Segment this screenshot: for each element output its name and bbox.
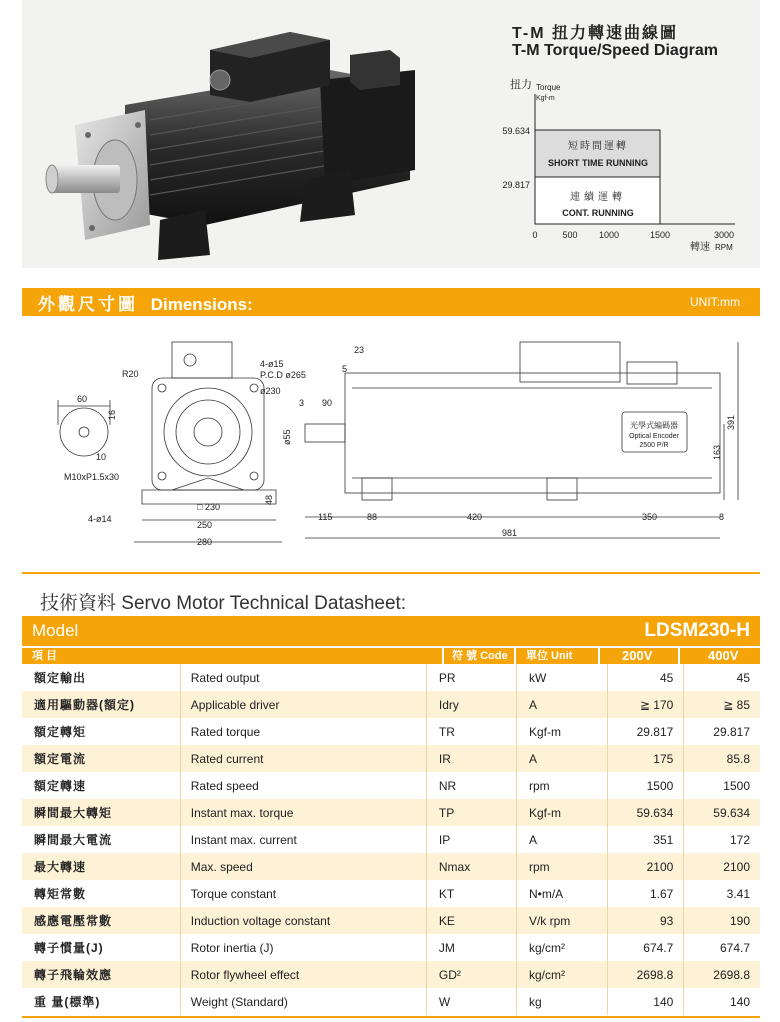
cell-v400: 172 bbox=[684, 826, 760, 853]
cell-v200: 1500 bbox=[607, 772, 684, 799]
dim-3: 3 bbox=[299, 398, 305, 408]
cell-v200: 2698.8 bbox=[607, 961, 684, 988]
cell-en: Weight (Standard) bbox=[180, 988, 426, 1015]
table-row bbox=[22, 934, 760, 961]
table-row bbox=[22, 907, 760, 934]
cell-cn: 額定輸出 bbox=[22, 664, 180, 691]
tm-title-en: T-M Torque/Speed Diagram bbox=[512, 42, 718, 59]
dim-10: 10 bbox=[96, 452, 107, 462]
cell-en: Rotor inertia (J) bbox=[180, 934, 426, 961]
cell-v200: 351 bbox=[607, 826, 684, 853]
dim-48: 48 bbox=[264, 494, 274, 505]
dim-90: 90 bbox=[322, 398, 333, 408]
dim-m10: M10xP1.5x30 bbox=[64, 472, 120, 482]
cell-v200: 175 bbox=[607, 745, 684, 772]
table-row bbox=[22, 718, 760, 745]
cell-en: Torque constant bbox=[180, 880, 426, 907]
encoder-label-cn: 光學式編碼器 bbox=[630, 421, 678, 430]
y-axis-label-en: Torque bbox=[536, 83, 561, 92]
cell-en: Rotor flywheel effect bbox=[180, 961, 426, 988]
cell-v400: 45 bbox=[684, 664, 760, 691]
table-row bbox=[22, 853, 760, 880]
table-row bbox=[22, 961, 760, 988]
header-item: 項 目 bbox=[32, 650, 58, 662]
cell-v400: 85.8 bbox=[684, 745, 760, 772]
x-tick-1000: 1000 bbox=[598, 230, 620, 240]
cell-v200: 2100 bbox=[607, 853, 684, 880]
cell-code: NR bbox=[426, 772, 516, 799]
cell-cn: 轉矩常數 bbox=[22, 880, 180, 907]
x-tick-0: 0 bbox=[532, 230, 538, 240]
cell-code: W bbox=[426, 988, 516, 1015]
cell-en: Rated speed bbox=[180, 772, 426, 799]
cell-en: Applicable driver bbox=[180, 691, 426, 718]
short-time-label-cn: 短時間運轉 bbox=[568, 141, 628, 152]
bottom-divider bbox=[22, 1016, 760, 1018]
cell-cn: 轉子飛輪效應 bbox=[22, 961, 180, 988]
cell-code: TR bbox=[426, 718, 516, 745]
cell-v400: 3.41 bbox=[684, 880, 760, 907]
cell-unit: rpm bbox=[516, 853, 607, 880]
cell-en: Rated torque bbox=[180, 718, 426, 745]
cell-code: KE bbox=[426, 907, 516, 934]
model-label: Model bbox=[32, 621, 79, 640]
table-row bbox=[22, 745, 760, 772]
cell-cn: 轉子慣量(J) bbox=[22, 934, 180, 961]
cell-unit: A bbox=[516, 691, 607, 718]
cell-en: Induction voltage constant bbox=[180, 907, 426, 934]
y-tick-29817: 29.817 bbox=[502, 180, 530, 190]
cell-v200: ≧ 170 bbox=[607, 691, 684, 718]
dim-23: 23 bbox=[354, 345, 365, 355]
model-name: LDSM230-H bbox=[644, 620, 750, 641]
cell-v400: 1500 bbox=[684, 772, 760, 799]
cell-en: Rated current bbox=[180, 745, 426, 772]
x-tick-1500: 1500 bbox=[649, 230, 671, 240]
cell-unit: rpm bbox=[516, 772, 607, 799]
dim-163: 163 bbox=[712, 444, 722, 460]
dim-r20: R20 bbox=[122, 369, 139, 379]
cell-v400: 2698.8 bbox=[684, 961, 760, 988]
datasheet-table bbox=[22, 664, 760, 1015]
cell-v400: 59.634 bbox=[684, 799, 760, 826]
cell-v400: 140 bbox=[684, 988, 760, 1015]
cell-code: Idry bbox=[426, 691, 516, 718]
dimensions-unit: UNIT:mm bbox=[690, 295, 740, 309]
cell-cn: 重 量(標準) bbox=[22, 988, 180, 1015]
dim-280: 280 bbox=[197, 537, 213, 547]
dim-250: 250 bbox=[197, 520, 213, 530]
dim-foot14: 4-ø14 bbox=[88, 514, 112, 524]
cell-code: KT bbox=[426, 880, 516, 907]
cell-en: Max. speed bbox=[180, 853, 426, 880]
x-axis-unit: RPM bbox=[715, 243, 733, 252]
cell-v200: 93 bbox=[607, 907, 684, 934]
dim-391: 391 bbox=[726, 414, 736, 430]
cont-label-cn: 連續運轉 bbox=[570, 192, 626, 203]
dim-420: 420 bbox=[467, 512, 483, 522]
cell-v200: 45 bbox=[607, 664, 684, 691]
dim-holes4: 4-ø15 bbox=[260, 359, 284, 369]
cell-unit: kW bbox=[516, 664, 607, 691]
cell-code: Nmax bbox=[426, 853, 516, 880]
cell-unit: V/k rpm bbox=[516, 907, 607, 934]
header-400v: 400V bbox=[708, 648, 739, 663]
table-row bbox=[22, 988, 760, 1015]
datasheet-title: 技術資料 Servo Motor Technical Datasheet: bbox=[40, 593, 407, 614]
table-row bbox=[22, 880, 760, 907]
tm-title-cn: T-M 扭力轉速曲線圖 bbox=[512, 25, 678, 42]
x-tick-500: 500 bbox=[562, 230, 578, 240]
dimensions-title-cn: 外觀尺寸圖 bbox=[38, 295, 138, 314]
cell-unit: kg/cm² bbox=[516, 934, 607, 961]
cell-v400: 190 bbox=[684, 907, 760, 934]
cell-code: JM bbox=[426, 934, 516, 961]
cell-cn: 感應電壓常數 bbox=[22, 907, 180, 934]
x-axis-label-cn: 轉速 bbox=[690, 242, 710, 253]
cell-v400: ≧ 85 bbox=[684, 691, 760, 718]
cont-label-en: CONT. RUNNING bbox=[562, 208, 634, 218]
cell-unit: N•m/A bbox=[516, 880, 607, 907]
cell-code: TP bbox=[426, 799, 516, 826]
dimensions-title bbox=[38, 290, 253, 315]
cell-code: PR bbox=[426, 664, 516, 691]
cell-code: IP bbox=[426, 826, 516, 853]
motor-photo bbox=[30, 10, 430, 265]
table-header-row bbox=[22, 646, 760, 664]
dim-350: 350 bbox=[642, 512, 658, 522]
cell-cn: 額定電流 bbox=[22, 745, 180, 772]
cell-unit: A bbox=[516, 826, 607, 853]
tm-chart bbox=[470, 72, 750, 257]
dimensions-divider bbox=[22, 572, 760, 574]
cell-cn: 適用驅動器(額定) bbox=[22, 691, 180, 718]
encoder-label-pr: 2500 P/R bbox=[639, 442, 669, 449]
dim-55: ø55 bbox=[282, 429, 292, 445]
y-axis-label-cn: 扭力 bbox=[510, 79, 532, 91]
cell-cn: 瞬間最大電流 bbox=[22, 826, 180, 853]
dim-16: 16 bbox=[107, 409, 117, 420]
cell-v200: 140 bbox=[607, 988, 684, 1015]
short-time-label-en: SHORT TIME RUNNING bbox=[548, 158, 648, 168]
cell-v200: 29.817 bbox=[607, 718, 684, 745]
dim-88: 88 bbox=[367, 512, 378, 522]
dim-8: 8 bbox=[719, 512, 725, 522]
table-row bbox=[22, 664, 760, 691]
header-200v: 200V bbox=[622, 648, 653, 663]
cell-v200: 1.67 bbox=[607, 880, 684, 907]
x-tick-3000: 3000 bbox=[713, 230, 734, 240]
table-row bbox=[22, 691, 760, 718]
cell-cn: 最大轉速 bbox=[22, 853, 180, 880]
dim-sq230: □ 230 bbox=[197, 502, 220, 512]
dim-5: 5 bbox=[342, 364, 348, 374]
cell-cn: 額定轉速 bbox=[22, 772, 180, 799]
cell-v200: 59.634 bbox=[607, 799, 684, 826]
dimensions-title-en: Dimensions: bbox=[150, 295, 253, 314]
dim-230c: ø230 bbox=[260, 386, 281, 396]
cell-cn: 額定轉矩 bbox=[22, 718, 180, 745]
dim-pcd: P.C.D ø265 bbox=[260, 370, 306, 380]
header-code: 符 號 Code bbox=[452, 650, 508, 662]
dim-981: 981 bbox=[502, 528, 518, 538]
y-tick-59634: 59.634 bbox=[502, 126, 530, 136]
dimension-drawing bbox=[22, 320, 760, 570]
dim-60: 60 bbox=[77, 394, 88, 404]
cell-code: IR bbox=[426, 745, 516, 772]
cell-en: Rated output bbox=[180, 664, 426, 691]
cell-unit: Kgf-m bbox=[516, 718, 607, 745]
table-row bbox=[22, 799, 760, 826]
y-axis-unit: Kgf-m bbox=[536, 95, 555, 102]
cell-unit: Kgf-m bbox=[516, 799, 607, 826]
cell-cn: 瞬間最大轉矩 bbox=[22, 799, 180, 826]
cell-en: Instant max. torque bbox=[180, 799, 426, 826]
cell-en: Instant max. current bbox=[180, 826, 426, 853]
table-row bbox=[22, 826, 760, 853]
table-row bbox=[22, 772, 760, 799]
cell-v200: 674.7 bbox=[607, 934, 684, 961]
cell-v400: 674.7 bbox=[684, 934, 760, 961]
short-time-region bbox=[535, 130, 660, 177]
cell-code: GD² bbox=[426, 961, 516, 988]
dim-115: 115 bbox=[318, 512, 333, 522]
header-unit: 單位 Unit bbox=[526, 650, 573, 662]
cell-unit: A bbox=[516, 745, 607, 772]
cell-v400: 29.817 bbox=[684, 718, 760, 745]
encoder-label-en: Optical Encoder bbox=[629, 433, 679, 440]
cell-unit: kg/cm² bbox=[516, 961, 607, 988]
cell-v400: 2100 bbox=[684, 853, 760, 880]
cell-unit: kg bbox=[516, 988, 607, 1015]
